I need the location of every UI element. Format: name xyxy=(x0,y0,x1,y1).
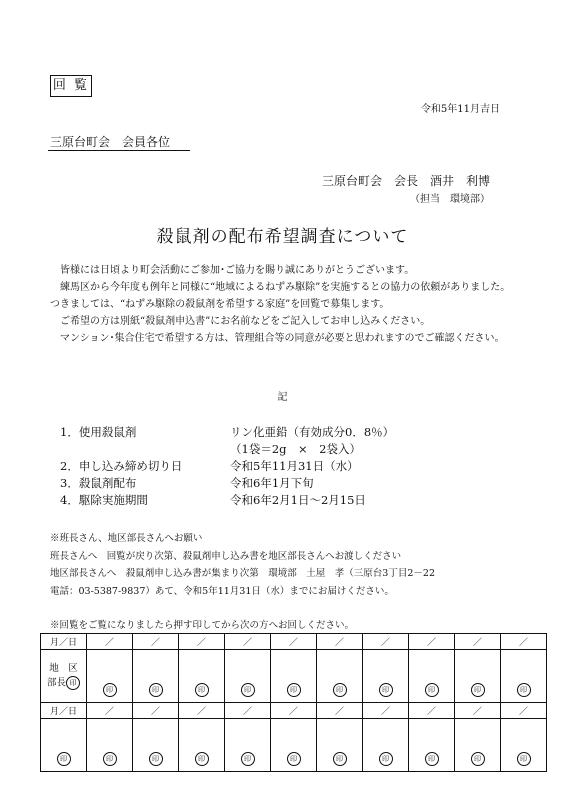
ki-heading: 記 xyxy=(277,392,288,403)
date-cell[interactable]: ／ xyxy=(87,634,133,650)
notes xyxy=(50,530,435,600)
item-value: 令和6年2月1日～2月15日 xyxy=(230,493,366,507)
date-cell[interactable]: ／ xyxy=(455,703,501,719)
stamp-mark: 印 xyxy=(149,683,163,697)
stamp-cell[interactable] xyxy=(455,719,501,772)
stamp-mark: 印 xyxy=(517,752,531,766)
stamp-cell[interactable] xyxy=(271,719,317,772)
stamp-cell[interactable] xyxy=(363,719,409,772)
body-text xyxy=(50,262,520,347)
stamp-mark: 印 xyxy=(333,752,347,766)
row-label-line: 地 区 xyxy=(49,662,78,674)
stamp-mark: 印 xyxy=(425,752,439,766)
note-line: 地区部長さんへ 殺鼠剤申し込み書が集まり次第 環境部 土屋 孝（三原台3丁目2－22 xyxy=(50,568,435,579)
item-value: リン化亜鉛（有効成分0．8％） xyxy=(230,425,395,439)
stamp-cell[interactable] xyxy=(133,650,179,703)
date-header-cell: 月／日 xyxy=(41,703,87,719)
stamp-mark: 印 xyxy=(379,752,393,766)
stamp-mark: 印 xyxy=(103,683,117,697)
date-cell[interactable]: ／ xyxy=(87,703,133,719)
stamp-mark: 印 xyxy=(195,683,209,697)
stamp-cell[interactable] xyxy=(409,650,455,703)
stamp-mark: 印 xyxy=(287,683,301,697)
date-cell[interactable]: ／ xyxy=(225,634,271,650)
date-cell[interactable]: ／ xyxy=(501,634,547,650)
stamp-cell[interactable] xyxy=(271,650,317,703)
stamp-mark: 印 xyxy=(103,752,117,766)
stamp-mark: 印 xyxy=(241,683,255,697)
date-cell[interactable]: ／ xyxy=(409,634,455,650)
item-value: 令和6年1月下旬 xyxy=(230,476,314,490)
date-cell[interactable]: ／ xyxy=(271,703,317,719)
addressee: 三原台町会 会員各位 xyxy=(50,135,171,149)
date-cell[interactable]: ／ xyxy=(501,703,547,719)
date-row xyxy=(41,634,547,650)
item-value: （1袋＝2g × 2袋入） xyxy=(230,442,361,456)
item-label: 2．申し込み締め切り日 xyxy=(60,459,183,473)
row-label-text: 部長 xyxy=(46,677,66,689)
item-label: 3．殺鼠剤配布 xyxy=(60,476,137,490)
document-title: 殺鼠剤の配布希望調査について xyxy=(156,227,409,247)
date-cell[interactable]: ／ xyxy=(409,703,455,719)
stamp-cell[interactable] xyxy=(87,719,133,772)
stamp-mark: 印 xyxy=(195,752,209,766)
stamp-header-cell xyxy=(41,719,87,772)
stamp-cell[interactable] xyxy=(225,650,271,703)
stamp-cell[interactable] xyxy=(363,650,409,703)
body-paragraph: マンション･集合住宅で希望する方は、管理組合等の同意が必要と思われますのでご確認ください。 xyxy=(50,333,505,344)
stamp-mark: 印 xyxy=(517,683,531,697)
note-line: 班長さんへ 回覧が戻り次第、殺鼠剤申し込み書を地区部長さんへお渡しください xyxy=(50,550,402,562)
body-paragraph: 練馬区から今年度も例年と同様に“地域によるねずみ駆除”を実施するとの協力の依頼がありました。つきましては、“ねずみ駆除の殺鼠剤を希望する家庭”を回覧で募集します。 xyxy=(50,282,511,310)
date-cell[interactable]: ／ xyxy=(317,634,363,650)
date-cell[interactable]: ／ xyxy=(363,703,409,719)
circulation-table xyxy=(40,633,547,772)
circulation-instruction: ※回覧をご覧になりましたら押す印してから次の方へお回しください。 xyxy=(50,620,355,631)
stamp-mark: 印 xyxy=(471,752,485,766)
stamp-cell[interactable] xyxy=(179,650,225,703)
date-cell[interactable]: ／ xyxy=(455,634,501,650)
body-paragraph: ご希望の方は別紙“殺鼠剤申込書”にお名前などをご記入してお申し込みください。 xyxy=(50,316,431,327)
date-cell[interactable]: ／ xyxy=(271,634,317,650)
stamp-mark: 印 xyxy=(287,752,301,766)
date-cell[interactable]: ／ xyxy=(179,634,225,650)
row-label-line xyxy=(41,676,86,691)
stamp-mark: 印 xyxy=(379,683,393,697)
stamp-mark: 印 xyxy=(471,683,485,697)
stamp-cell[interactable] xyxy=(179,719,225,772)
stamp-cell[interactable] xyxy=(501,650,547,703)
item-value: 令和5年11月31日（水） xyxy=(230,459,359,473)
date-cell[interactable]: ／ xyxy=(133,634,179,650)
stamp-cell[interactable] xyxy=(87,650,133,703)
stamp-mark: 印 xyxy=(149,752,163,766)
stamp-cell[interactable] xyxy=(133,719,179,772)
sender-department: （担当 環境部） xyxy=(410,194,490,205)
stamp-cell[interactable] xyxy=(455,650,501,703)
body-paragraph: 皆様には日頃より町会活動にご参加･ご協力を賜り誠にありがとうございます。 xyxy=(50,265,415,276)
date-cell[interactable]: ／ xyxy=(317,703,363,719)
date-cell[interactable]: ／ xyxy=(179,703,225,719)
item-label: 1．使用殺鼠剤 xyxy=(60,425,137,439)
note-line: 電話：03-5387-9837）あて、令和5年11月31日（水）までにお届けください。 xyxy=(50,585,394,597)
stamp-mark: 印 xyxy=(66,676,80,690)
stamp-row xyxy=(41,650,547,703)
row-label xyxy=(41,662,86,691)
stamp-cell[interactable] xyxy=(501,719,547,772)
stamp-row xyxy=(41,719,547,772)
stamp-cell[interactable] xyxy=(225,719,271,772)
stamp-cell[interactable] xyxy=(409,719,455,772)
date-cell[interactable]: ／ xyxy=(133,703,179,719)
date-row xyxy=(41,703,547,719)
stamp-header-cell xyxy=(41,650,87,703)
date-cell[interactable]: ／ xyxy=(225,703,271,719)
kairan-label-box: 回 覧 xyxy=(50,75,92,97)
stamp-cell[interactable] xyxy=(317,719,363,772)
stamp-mark: 印 xyxy=(241,752,255,766)
addressee-underline xyxy=(48,150,190,151)
stamp-cell[interactable] xyxy=(317,650,363,703)
note-line: ※班長さん、地区部長さんへお願い xyxy=(50,533,203,544)
sender: 三原台町会 会長 酒井 利博 xyxy=(321,174,490,188)
stamp-mark: 印 xyxy=(333,683,347,697)
date-header-cell: 月／日 xyxy=(41,634,87,650)
date-cell[interactable]: ／ xyxy=(363,634,409,650)
item-label: 4．駆除実施期間 xyxy=(60,493,148,507)
issue-date: 令和5年11月吉日 xyxy=(420,104,500,115)
stamp-mark: 印 xyxy=(425,683,439,697)
stamp-mark: 印 xyxy=(57,752,71,766)
